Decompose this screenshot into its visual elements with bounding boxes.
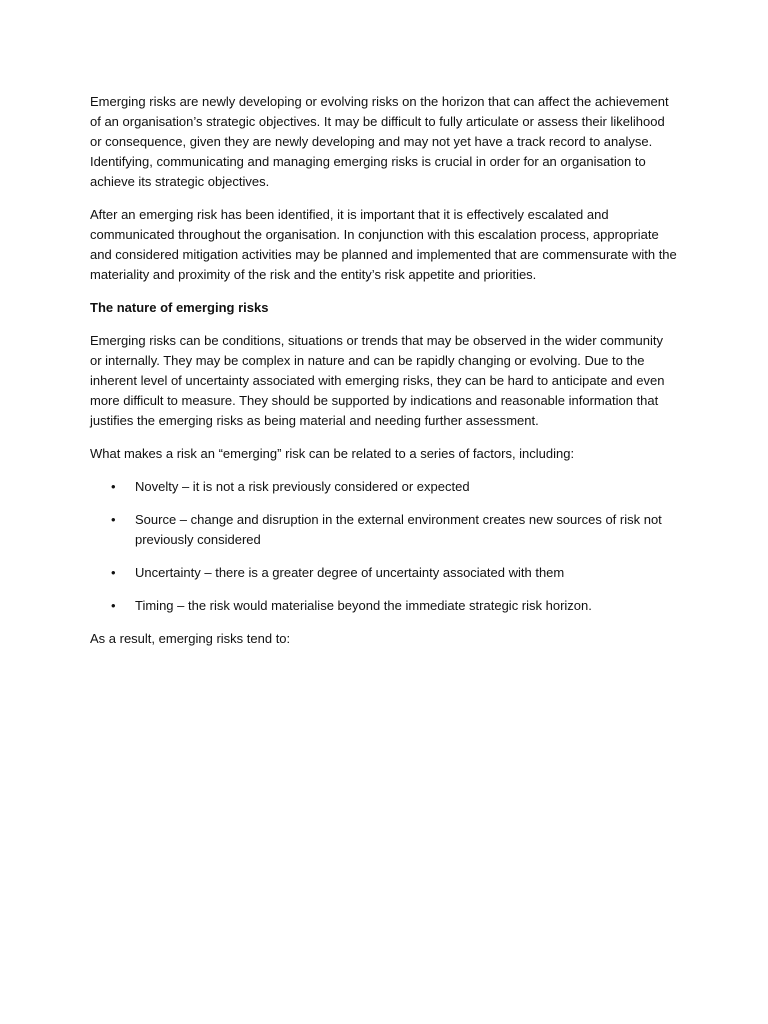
section-heading: The nature of emerging risks <box>90 300 269 315</box>
list-item-text: Uncertainty – there is a greater degree of uncertainty associated with them <box>135 565 565 580</box>
list-item <box>90 477 678 497</box>
list-item-text: Novelty – it is not a risk previously considered or expected <box>135 479 470 494</box>
intro-paragraph-2: After an emerging risk has been identified, it is important that it is effectively escalated and communicated throughout the organisation. In conjunction with this escalation process, appropriate and considered mitigation activities may be planned and implemented that are commensurate with the materiality and proximity of the risk and the entity’s risk appetite and priorities. <box>90 207 677 282</box>
list-item <box>90 563 678 583</box>
list-item-text: Source – change and disruption in the external environment creates new sources of risk not previously considered <box>135 512 662 547</box>
bullet-icon: • <box>111 598 116 613</box>
section-paragraph-1: Emerging risks can be conditions, situations or trends that may be observed in the wider community or internally. They may be complex in nature and can be rapidly changing or evolving. Due to the inherent level of uncertainty associated with emerging risks, they can be hard to anticipate and even more difficult to measure. They should be supported by indications and reasonable information that justifies the emerging risks as being material and needing further assessment. <box>90 333 665 428</box>
list-item <box>90 596 678 616</box>
factors-list <box>90 477 678 616</box>
bullet-icon: • <box>111 479 116 494</box>
bullet-icon: • <box>111 565 116 580</box>
intro-paragraph-1: Emerging risks are newly developing or evolving risks on the horizon that can affect the achievement of an organisation’s strategic objectives. It may be difficult to fully articulate or assess their likelihood or consequence, given they are newly developing and may not yet have a track record to analyse. Identifying, communicating and managing emerging risks is crucial in order for an organisation to achieve its strategic objectives. <box>90 94 669 189</box>
section-paragraph-2: What makes a risk an “emerging” risk can be related to a series of factors, including: <box>90 446 575 461</box>
list-item-text: Timing – the risk would materialise beyond the immediate strategic risk horizon. <box>135 598 592 613</box>
closing-paragraph: As a result, emerging risks tend to: <box>90 631 291 646</box>
document-page <box>90 92 678 662</box>
list-item <box>90 510 678 550</box>
bullet-icon: • <box>111 512 116 527</box>
